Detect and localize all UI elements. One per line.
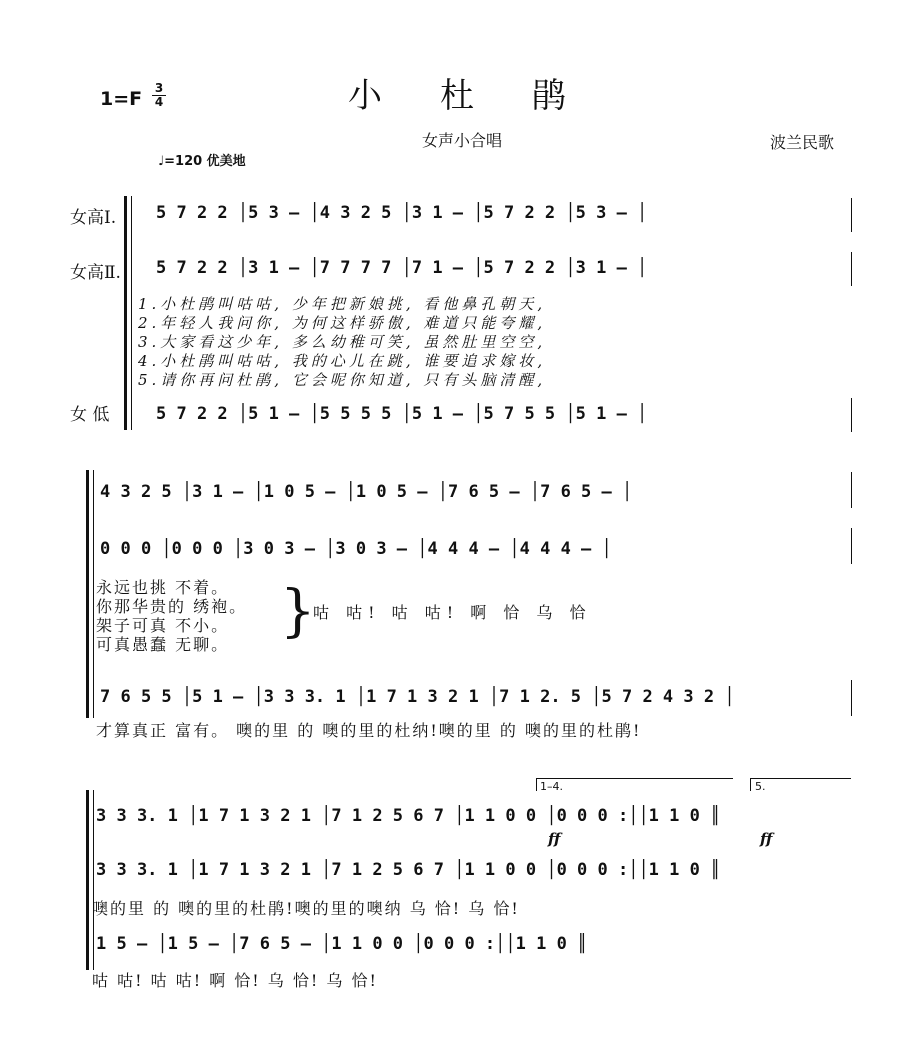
voice-label-alto: 女 低 xyxy=(70,405,110,425)
system2-soprano2-notes: 0 0 0 │0 0 0 │3 0 3 – │3 0 3 – │4 4 4 – │4 4 4 – │ xyxy=(100,539,612,559)
system3-upper-words: 噢的里 的 噢的里的杜鹃!噢的里的噢纳 乌 恰! 乌 恰! xyxy=(92,899,520,918)
voice-label-soprano2: 女高Ⅱ. xyxy=(70,263,121,283)
system3-bracket xyxy=(86,790,89,970)
song-subtitle: 女声小合唱 xyxy=(422,131,503,150)
system2-bracket-inner xyxy=(93,470,94,718)
system1-verses xyxy=(138,295,546,390)
system2-alto-notes: 7 6 5 5 │5 1 – │3 3 3. 1 │1 7 1 3 2 1 │7 1 2. 5 │5 7 2 4 3 2 │ xyxy=(100,687,735,707)
dynamic-ff-2: ff xyxy=(760,830,773,848)
system3-soprano1-notes: 3 3 3. 1 │1 7 1 3 2 1 │7 1 2 5 6 7 │1 1 0 0 │0 0 0 :││1 1 0 ║ xyxy=(96,806,721,826)
composer-credit: 波兰民歌 xyxy=(770,133,835,152)
verse-ending-2: 你那华贵的 绣袍。 xyxy=(96,597,248,616)
dynamic-ff-1: ff xyxy=(548,830,561,848)
system3-alto-notes: 1 5 – │1 5 – │7 6 5 – │1 1 0 0 │0 0 0 :││1 1 0 ║ xyxy=(96,934,588,954)
time-signature-numerator: 3 xyxy=(154,81,164,95)
time-signature-denominator: 4 xyxy=(154,95,164,109)
tempo-marking: ♩=120 优美地 xyxy=(158,154,246,169)
system2-alto-words: 才算真正 富有。 噢的里 的 噢的里的杜纳!噢的里 的 噢的里的杜鹃! xyxy=(96,721,642,740)
verse-line-2: 2.年轻人我问你, 为何这样骄傲, 难道只能夸耀, xyxy=(138,314,547,332)
verse-ending-3: 架子可真 不小。 xyxy=(96,616,230,635)
system2-soprano1-notes: 4 3 2 5 │3 1 – │1 0 5 – │1 0 5 – │7 6 5 – │7 6 5 – │ xyxy=(100,482,633,502)
verse-ending-brace: } xyxy=(280,579,316,644)
system2-bracket xyxy=(86,470,89,718)
voice-label-soprano1: 女高Ⅰ. xyxy=(70,208,117,228)
system2-upper-words: 咕 咕! 咕 咕! 啊 恰 乌 恰 xyxy=(313,603,592,622)
system2-verse-endings xyxy=(96,578,247,654)
system1-soprano1-notes: 5 7 2 2 │5 3 – │4 3 2 5 │3 1 – │5 7 2 2 │5 3 – │ xyxy=(156,203,648,223)
volta-label-1: 1–4. xyxy=(540,780,563,793)
system2-end-barline-2 xyxy=(851,528,852,564)
system1-bracket-inner xyxy=(131,196,132,430)
system2-end-barline xyxy=(851,472,852,508)
verse-line-3: 3.大家看这少年, 多么幼稚可笑, 虽然肚里空空, xyxy=(138,333,547,351)
time-signature xyxy=(151,82,167,109)
verse-line-4: 4.小杜鹃叫咕咕, 我的心儿在跳, 谁要追求嫁妆, xyxy=(138,352,547,370)
system3-bracket-inner xyxy=(93,790,94,970)
system3-soprano2-notes: 3 3 3. 1 │1 7 1 3 2 1 │7 1 2 5 6 7 │1 1 0 0 │0 0 0 :││1 1 0 ║ xyxy=(96,860,721,880)
system1-alto-notes: 5 7 2 2 │5 1 – │5 5 5 5 │5 1 – │5 7 5 5 │5 1 – │ xyxy=(156,404,648,424)
system1-end-barline-3 xyxy=(851,398,852,432)
volta-bracket-1 xyxy=(536,778,733,791)
system3-alto-words: 咕 咕! 咕 咕! 啊 恰! 乌 恰! 乌 恰! xyxy=(92,971,378,990)
system1-soprano2-notes: 5 7 2 2 │3 1 – │7 7 7 7 │7 1 – │5 7 2 2 │3 1 – │ xyxy=(156,258,648,278)
verse-line-1: 1.小杜鹃叫咕咕, 少年把新娘挑, 看他鼻孔朝天, xyxy=(138,295,547,313)
system1-end-barline xyxy=(851,198,852,232)
verse-ending-4: 可真愚蠢 无聊。 xyxy=(96,635,230,654)
song-title: 小杜鹃 xyxy=(348,76,624,116)
verse-ending-1: 永远也挑 不着。 xyxy=(96,578,230,597)
system1-end-barline-2 xyxy=(851,252,852,286)
verse-line-5: 5.请你再问杜鹃, 它会呢你知道, 只有头脑清醒, xyxy=(138,371,547,389)
system2-end-barline-3 xyxy=(851,680,852,716)
volta-label-2: 5. xyxy=(755,780,766,793)
key-signature: 1=F xyxy=(100,88,143,110)
system1-bracket xyxy=(124,196,127,430)
